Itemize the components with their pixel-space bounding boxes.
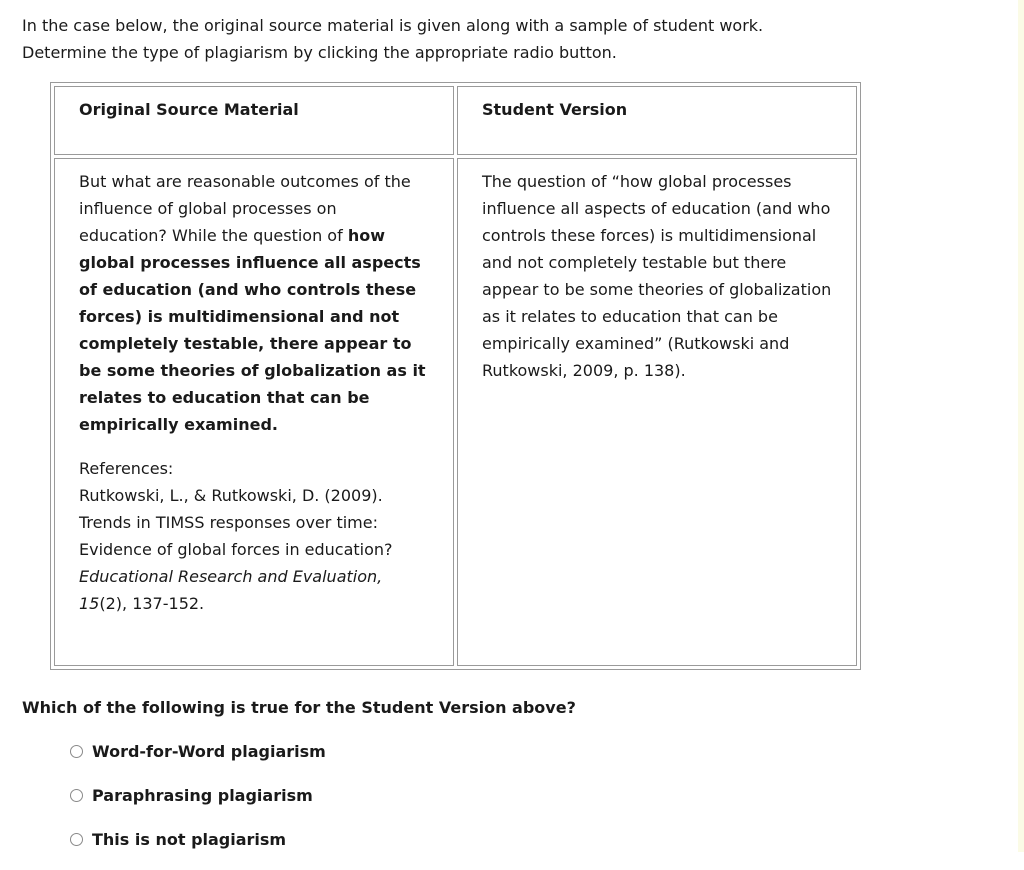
radio-button-icon[interactable] xyxy=(70,745,83,758)
original-bold-passage: how global processes influence all aspects of education (and who controls these forces) is multidimensional and not completely testable, there appear to be some theories of globalization as it relates to education that can be empirically examined. xyxy=(79,226,426,434)
instructions xyxy=(22,12,982,66)
original-source-header: Original Source Material xyxy=(54,86,454,155)
table-header-row xyxy=(54,86,857,155)
right-edge-stripe xyxy=(1018,0,1024,852)
option-paraphrasing[interactable] xyxy=(70,782,326,809)
instructions-line-1: In the case below, the original source material is given along with a sample of student work. xyxy=(22,16,764,35)
student-version-text: The question of “how global processes influence all aspects of education (and who controls these forces) is multidimensional and not completely testable but there appear to be some theories of globalization as it relates to education that can be empirically examined” (Rutkowski and Rutkowski, 2009, p. 138). xyxy=(482,172,832,380)
option-not-plagiarism[interactable] xyxy=(70,826,326,853)
answer-options xyxy=(70,738,326,870)
citation-issue-pages: (2), 137-152. xyxy=(99,594,205,613)
original-plain-text: But what are reasonable outcomes of the influence of global processes on education? While the question of xyxy=(79,172,411,245)
original-source-text xyxy=(79,168,429,438)
option-label: Word-for-Word plagiarism xyxy=(92,742,326,761)
original-source-cell xyxy=(54,158,454,666)
citation-authors-title: Rutkowski, L., & Rutkowski, D. (2009). Trends in TIMSS responses over time: Evidence of global forces in education? xyxy=(79,486,393,559)
radio-button-icon[interactable] xyxy=(70,833,83,846)
student-version-header: Student Version xyxy=(457,86,857,155)
reference-citation xyxy=(79,482,429,617)
student-version-cell xyxy=(457,158,857,666)
option-word-for-word[interactable] xyxy=(70,738,326,765)
radio-button-icon[interactable] xyxy=(70,789,83,802)
option-label: Paraphrasing plagiarism xyxy=(92,786,313,805)
references-label: References: xyxy=(79,459,174,478)
comparison-table xyxy=(50,82,861,670)
question-prompt: Which of the following is true for the Student Version above? xyxy=(22,698,576,717)
table-content-row xyxy=(54,158,857,666)
references xyxy=(79,455,429,617)
citation-journal: Educational Research and Evaluation, 15 xyxy=(79,567,383,613)
instructions-line-2: Determine the type of plagiarism by clicking the appropriate radio button. xyxy=(22,43,617,62)
option-label: This is not plagiarism xyxy=(92,830,287,849)
